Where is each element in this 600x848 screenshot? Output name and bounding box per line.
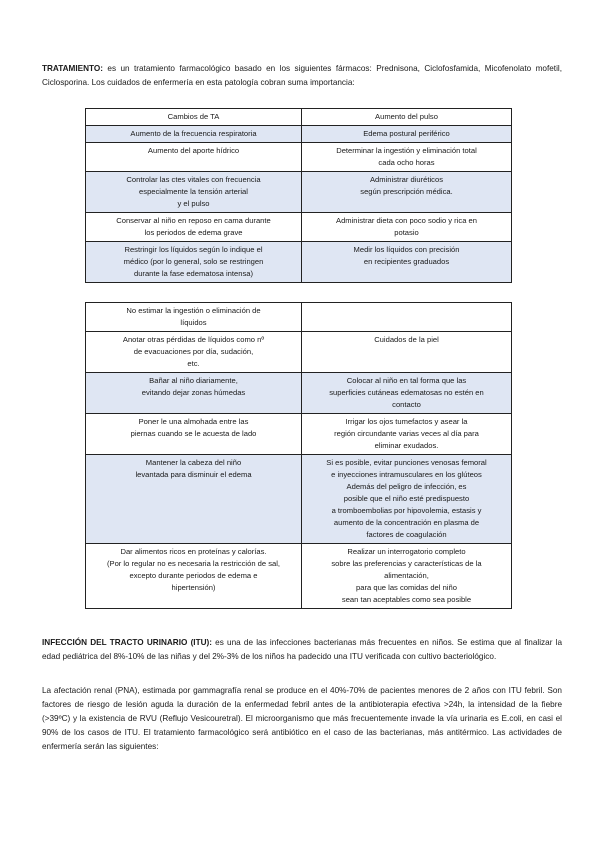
table-cell: Determinar la ingestión y eliminación total cada ocho horas xyxy=(302,143,512,172)
table-cell: Restringir los líquidos según lo indique el médico (por lo general, solo se restringen durante la fase edematosa intensa) xyxy=(86,242,302,283)
table-cell: Controlar las ctes vitales con frecuencia especialmente la tensión arterial y el pulso xyxy=(86,172,302,213)
care-table-2 xyxy=(85,302,512,609)
itu-label: INFECCIÓN DEL TRACTO URINARIO (ITU): xyxy=(42,638,212,647)
table-row xyxy=(86,544,512,609)
header-cell: Aumento del pulso xyxy=(302,109,512,126)
table-cell: Administrar diuréticos según prescripción médica. xyxy=(302,172,512,213)
table-row xyxy=(86,414,512,455)
care-table-1 xyxy=(85,108,512,283)
table-row xyxy=(86,143,512,172)
table-cell xyxy=(302,303,512,332)
itu-paragraph xyxy=(42,636,562,664)
table-row xyxy=(86,213,512,242)
table-header-row xyxy=(86,109,512,126)
table-row xyxy=(86,172,512,213)
table-cell: No estimar la ingestión o eliminación de líquidos xyxy=(86,303,302,332)
table-cell: Edema postural periférico xyxy=(302,126,512,143)
table-cell: Poner le una almohada entre las piernas cuando se le acuesta de lado xyxy=(86,414,302,455)
table-cell: Dar alimentos ricos en proteínas y calorías. (Por lo regular no es necesaria la restricción de sal, excepto durante periodos de edema e hipertensión) xyxy=(86,544,302,609)
table-cell: Aumento de la frecuencia respiratoria xyxy=(86,126,302,143)
itu-text: es una de las infecciones bacterianas más frecuentes en niños. Se estima que al finalizar la edad pediátrica del 8%-10% de las niñas y del 2%-3% de los niños ha padecido una ITU verificada con cultivo bacteriológico. xyxy=(42,638,563,661)
table-row xyxy=(86,303,512,332)
table-cell: Medir los líquidos con precisión en recipientes graduados xyxy=(302,242,512,283)
table-cell: Conservar al niño en reposo en cama durante los periodos de edema grave xyxy=(86,213,302,242)
treatment-label: TRATAMIENTO: xyxy=(42,64,103,73)
header-cell: Cambios de TA xyxy=(86,109,302,126)
table-cell: Si es posible, evitar punciones venosas femoral e inyecciones intramusculares en los glúteos Además del peligro de infección, es posible que el niño esté predispuesto a tromboembolias por hipovolemia, estasis y aumento de la concentración en plasma de factores de coagulación xyxy=(302,455,512,544)
table-cell: Administrar dieta con poco sodio y rica en potasio xyxy=(302,213,512,242)
renal-paragraph: La afectación renal (PNA), estimada por gammagrafía renal se produce en el 40%-70% de pacientes menores de 2 años con ITU febril. Son factores de riesgo de lesión aguda la duración de la enfermedad febril antes de la antibioterapia efectiva >24h, la intensidad de la fiebre (>39ºC) y la existencia de RVU (Reflujo Vesicouretral). El microorganismo que más frecuentemente invade la vía urinaria es E.coli, en casi el 90% de los casos de ITU. El tratamiento farmacológico será antibiótico en el caso de las bacterianas, más antitérmico. Las actividades de enfermería serán las siguientes: xyxy=(42,686,562,751)
table-row xyxy=(86,373,512,414)
table-cell: Irrigar los ojos tumefactos y asear la región circundante varias veces al día para eliminar exudados. xyxy=(302,414,512,455)
table-row xyxy=(86,332,512,373)
table-cell: Anotar otras pérdidas de líquidos como nº de evacuaciones por día, sudación, etc. xyxy=(86,332,302,373)
table-cell: Colocar al niño en tal forma que las superficies cutáneas edematosas no estén en contacto xyxy=(302,373,512,414)
table-cell: Cuidados de la piel xyxy=(302,332,512,373)
table-row xyxy=(86,242,512,283)
table-cell: Mantener la cabeza del niño levantada para disminuir el edema xyxy=(86,455,302,544)
table-row xyxy=(86,455,512,544)
table-cell: Aumento del aporte hídrico xyxy=(86,143,302,172)
table-cell: Realizar un interrogatorio completo sobre las preferencias y características de la alimentación, para que las comidas del niño sean tan aceptables como sea posible xyxy=(302,544,512,609)
table-cell: Bañar al niño diariamente, evitando dejar zonas húmedas xyxy=(86,373,302,414)
table-row xyxy=(86,126,512,143)
treatment-paragraph xyxy=(42,62,562,90)
treatment-text: es un tratamiento farmacológico basado en los siguientes fármacos: Prednisona, Ciclofosfamida, Micofenolato mofetil, Ciclosporina. Los cuidados de enfermería en esta patología cobran suma importancia: xyxy=(42,64,562,87)
